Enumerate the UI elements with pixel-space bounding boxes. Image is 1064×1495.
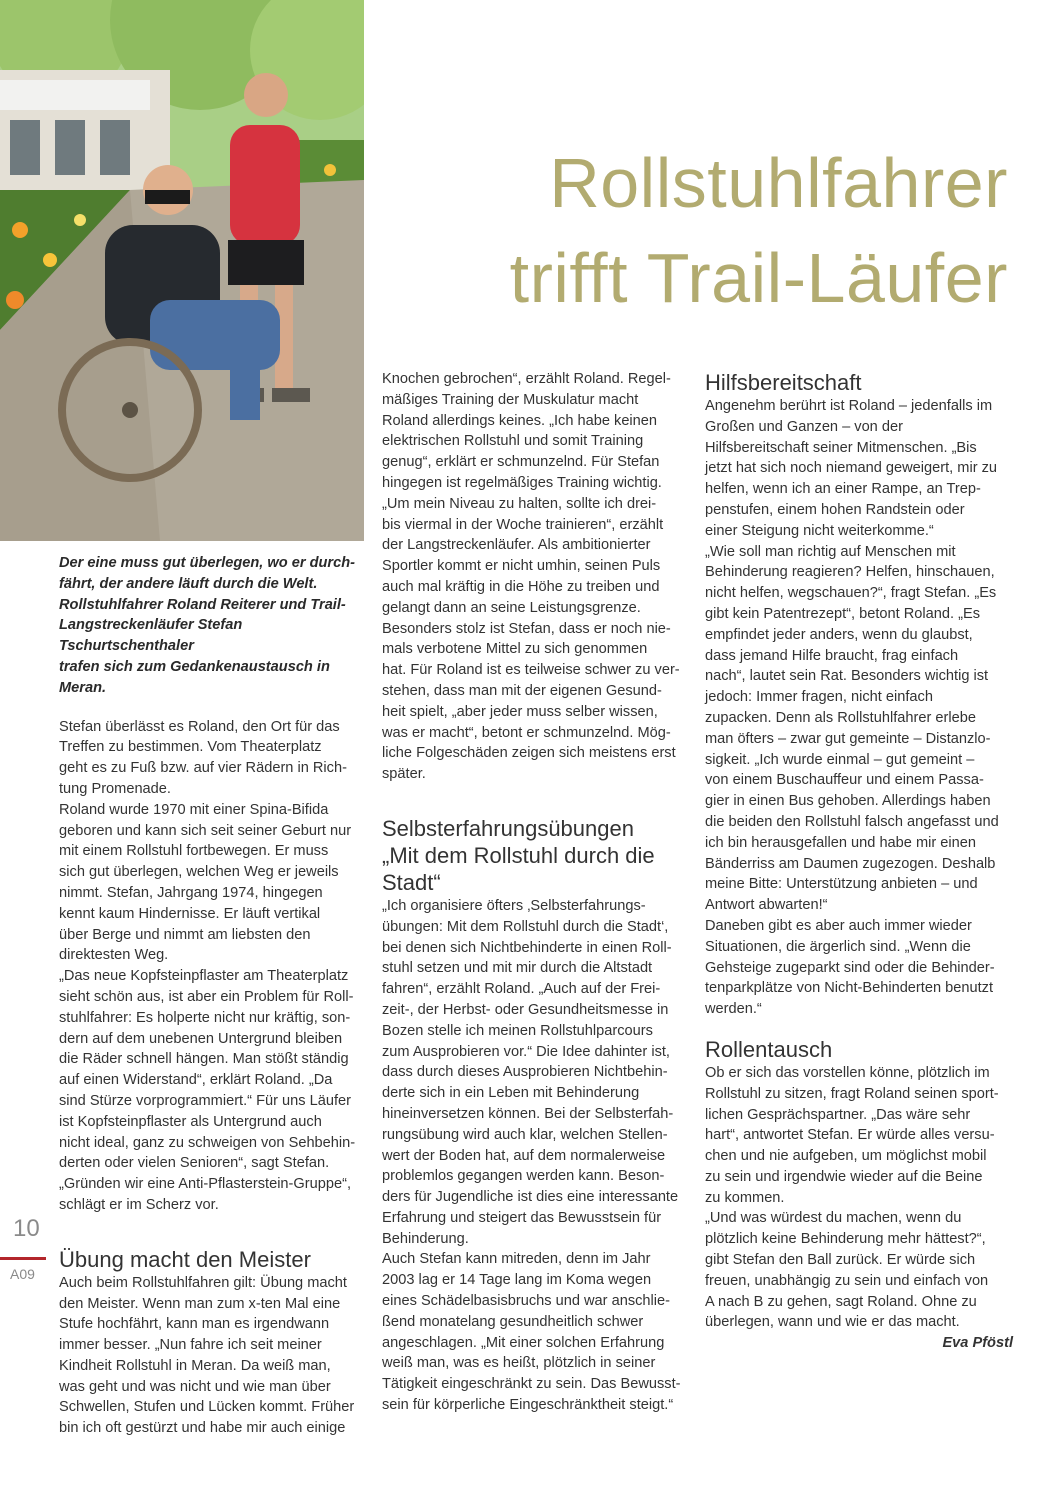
section-heading-rollentausch: Rollentausch: [705, 1036, 833, 1062]
paragraph: Ob er sich das vorstellen könne, plötzlich im Rollstuhl zu sitzen, fragt Roland seinen sport- lichen Gesprächspartner. „Das wäre sehr hart“, antwortet Stefan. Er würde alles versu- chen und nie aufgeben, um möglichst mobil zu sein und irgendwie wieder auf die Beine zu kommen.: [705, 1064, 999, 1206]
paragraph: Knochen gebrochen“, erzählt Roland. Regel- mäßiges Training der Muskulatur macht Roland allerdings keines. „Ich habe keinen elektrischen Rollstuhl und somit Training genug“, erklärt er schmunzelnd. Für Stefan hingegen ist regelmäßiges Training wichtig. „Um mein Niveau zu halten, sollte ich drei- bis viermal in der Woche trainieren“, erzählt der Langstreckenläufer. Als ambitionierter Sportler kommt er nicht umhin, seinen Puls auch mal kräftig in die Höhe zu treiben und gelangt dann an seine Leistungsgrenze. Besonders stolz ist Stefan, dass er noch nie- mals verbotene Mittel zu sich genommen hat. Für Roland ist es teilweise schwer zu ver- stehen, dass man mit der eigenen Gesund- heit spielt, „aber jeder muss selber wissen, was er macht“, betont er schmunzelnd. Mög- liche Folgeschäden zeigen sich meistens erst später.: [382, 371, 680, 783]
paragraph: Auch Stefan kann mitreden, denn im Jahr 2003 lag er 14 Tage lang im Koma wegen eines Schädelbasisbruchs und war anschlie- ßend monatelang gesundheitlich schwer angeschlagen. „Mit einer solchen Erfahrung weiß man, was es heißt, plötzlich in seiner Tätigkeit eingeschränkt zu sein. Das Bewusst- sein für körperliche Eingeschränktheit steigt.“: [382, 1251, 681, 1414]
paragraph: „Wie soll man richtig auf Menschen mit Behinderung reagieren? Helfen, hinschauen, nicht helfen, wegschauen?“, fragt Stefan. „Es gibt kein Patentrezept“, betont Roland. „Es empfindet jeder anders, wenn du glaubst, dass jemand Hilfe braucht, frag einfach nach“, lautet sein Rat. Besonders wichtig ist jedoch: Immer fragen, nicht einfach zupacken. Denn als Rollstuhlfahrer erlebe man öfters – zwar gut gemeinte – Distanzlo- sigkeit. „Ich wurde einmal – gut gemeint – von einem Buschauffeur und einem Passa- gier in einen Bus gehoben. Allerdings haben die beiden den Rollstuhl falsch angefasst und ich bin herausgefallen und habe mir einen Bänderriss am Daumen zugezogen. Deshalb meine Bitte: Unterstützung anbieten – und Antwort abwarten!“: [705, 543, 999, 914]
paragraph: Stefan überlässt es Roland, den Ort für das Treffen zu bestimmen. Vom Theaterplatz geht es zu Fuß bzw. auf vier Rädern in Rich- tung Promenade.: [59, 718, 347, 797]
photo-illustration: [0, 0, 364, 541]
paragraph: Auch beim Rollstuhlfahren gilt: Übung macht den Meister. Wenn man zum x-ten Mal eine Stufe hochfährt, kann man es irgendwann immer besser. „Nun fahre ich seit meiner Kindheit Rollstuhl in Meran. Da weiß man, was geht und was nicht und wie man über Schwellen, Stufen und Lücken kommt. Früher bin ich oft gestürzt und habe mir auch einige: [59, 1274, 355, 1437]
article-photo: [0, 0, 364, 541]
title-line-2: trifft Trail-Läufer: [509, 239, 1008, 317]
paragraph: Daneben gibt es aber auch immer wieder Situationen, die ärgerlich sind. „Wenn die Gehsteige zugeparkt sind oder die Behinder- tenparkplätze von Nicht-Behinderten benutzt werden.“: [705, 917, 995, 1018]
column-3: [705, 369, 1013, 1354]
section-heading-selbsterfahrung: Selbsterfahrungsübungen „Mit dem Rollstuhl durch die Stadt“: [382, 815, 655, 895]
photo-caption: Der eine muss gut überlegen, wo er durch- fährt, der andere läuft durch die Welt. Rollstuhlfahrer Roland Reiterer und Trail- Langstreckenläufer Stefan Tschurtschenthaler trafen sich zum Gedankenaustausch in Meran.: [59, 555, 355, 696]
article-title: [388, 136, 1008, 326]
paragraph: „Das neue Kopfsteinpflaster am Theaterplatz sieht schön aus, ist aber ein Problem für Roll- stuhlfahrer: Es holperte nicht nur kräftig, son- dern auf dem unebenen Untergrund bleiben die Räder schnell hängen. Man stößt ständig auf einen Widerstand“, erklärt Roland. „Da sind Stürze vorprogrammiert.“ Für uns Läufer ist Kopfsteinpflaster als Untergrund auch nicht ideal, ganz zu schweigen von Sehbehin- derten oder vielen Senioren“, sagt Stefan. „Gründen wir eine Anti-Pflasterstein-Gruppe“, schlägt er im Scherz vor.: [59, 968, 356, 1213]
issue-label: A09: [10, 1266, 35, 1282]
paragraph: Angenehm berührt ist Roland – jedenfalls im Großen und Ganzen – von der Hilfsbereitschaft seiner Mitmenschen. „Bis jetzt hat sich noch niemand geweigert, mir zu helfen, wenn ich an einer Rampe, an Trep- penstufen, einem hohen Randstein oder einer Steigung nicht weiterkomme.“: [705, 398, 998, 539]
paragraph: „Ich organisiere öfters ‚Selbsterfahrungs- übungen: Mit dem Rollstuhl durch die Stadt‘, bei denen sich Nichtbehinderte in einen Roll- stuhl setzen und mit mir durch die Altstadt fahren“, erzählt Roland. „Auch auf der Frei- zeit-, der Herbst- oder Gesundheitsmesse in Bozen stelle ich meinen Rollstuhlparcours zum Ausprobieren vor.“ Die Idee dahinter ist, dass durch dieses Ausprobieren Nichtbehin- derte sich in ein Leben mit Behinderung hineinversetzen können. Bei der Selbsterfah- rungsübung wird auch klar, welchen Stellen- wert der Boden hat, auf dem normalerweise problemlos gegangen werden kann. Beson- ders für Jugendliche ist dies eine interessante Erfahrung und steigert das Bewusstsein für Behinderung.: [382, 897, 679, 1247]
accent-rule: [0, 1257, 46, 1260]
column-1: [59, 553, 363, 1439]
section-heading-uebung: Übung macht den Meister: [59, 1246, 311, 1272]
paragraph: Roland wurde 1970 mit einer Spina-Bifida geboren und kann sich seit seiner Geburt nur mit einem Rollstuhl fortbewegen. Er muss sich gut überlegen, welchen Weg er jeweils nimmt. Stefan, Jahrgang 1974, hingegen kennt kaum Hindernisse. Er läuft vertikal über Berge und nimmt am liebsten den direktesten Weg.: [59, 801, 352, 964]
page-number: 10: [13, 1215, 40, 1242]
author-name: Eva Pföstl: [942, 1335, 1013, 1352]
paragraph: „Und was würdest du machen, wenn du plötzlich keine Behinderung mehr hättest?“, gibt Stefan den Ball zurück. Er würde sich freuen, unabhängig zu sein und einfach von A nach B zu gehen, sagt Roland. Ohne zu überlegen, wann und wie er das macht.: [705, 1210, 989, 1331]
title-line-1: Rollstuhlfahrer: [549, 144, 1008, 222]
section-heading-hilfsbereitschaft: Hilfsbereitschaft: [705, 370, 862, 395]
column-2: [382, 369, 688, 1416]
